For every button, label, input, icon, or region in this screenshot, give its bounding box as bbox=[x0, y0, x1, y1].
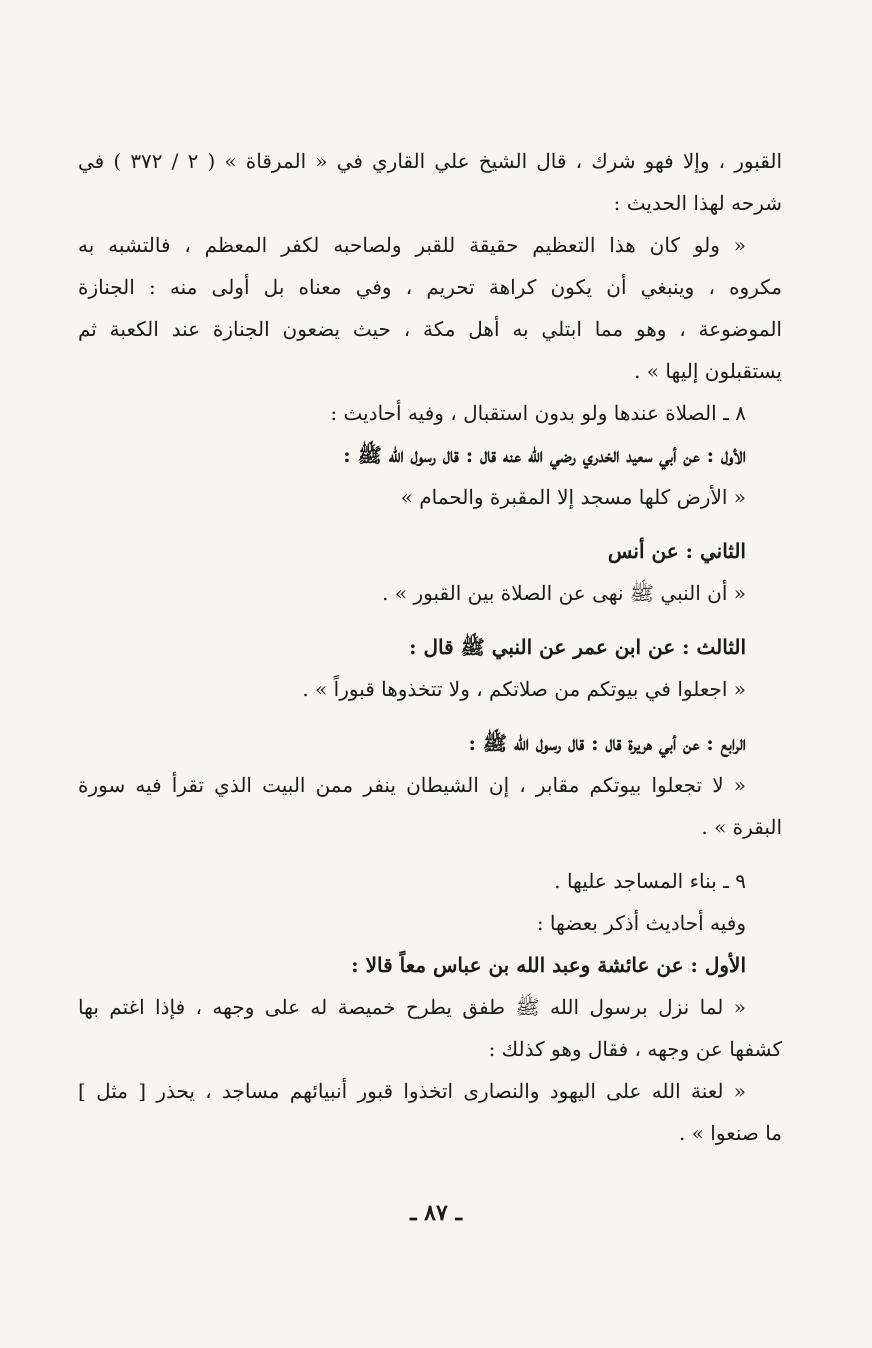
section-9-hadith-1-end: ما صنعوا » . bbox=[678, 1121, 782, 1145]
section-heading-8: ٨ ـ الصلاة عندها ولو بدون استقبال ، وفيه أحاديث : bbox=[330, 401, 746, 425]
section-heading-9: ٩ ـ بناء المساجد عليها . bbox=[554, 869, 746, 893]
hadith-4-intro: الرابع : عن أبي هريرة قال : قال رسول الله ﷺ : bbox=[468, 731, 746, 755]
text-line-4: مكروه ، وينبغي أن يكون كراهة تحريم ، وفي معناه بل أولى منه : الجنازة bbox=[78, 275, 783, 299]
text-line-2: شرحه لهذا الحديث : bbox=[613, 191, 782, 215]
hadith-2-text: « أن النبي ﷺ نهى عن الصلاة بين القبور » . bbox=[382, 581, 746, 605]
text-line-1: القبور ، وإلا فهو شرك ، قال الشيخ علي القاري في « المرقاة » ( ٢ / ٣٧٢ ) في bbox=[78, 149, 783, 173]
hadith-4-text: « لا تجعلوا بيوتكم مقابر ، إن الشيطان ينفر ممن البيت الذي تقرأ فيه سورة bbox=[78, 773, 746, 797]
hadith-1-text: « الأرض كلها مسجد إلا المقبرة والحمام » bbox=[400, 485, 746, 509]
section-9-hadith-1-intro: الأول : عن عائشة وعبد الله بن عباس معاً قالا : bbox=[351, 953, 746, 977]
hadith-1-intro: الأول : عن أبي سعيد الخدري رضي الله عنه قال : قال رسول الله ﷺ : bbox=[343, 443, 746, 467]
text-line-6: يستقبلون إليها » . bbox=[634, 359, 782, 383]
hadith-3-intro: الثالث : عن ابن عمر عن النبي ﷺ قال : bbox=[409, 635, 746, 659]
page-number: ـ ٨٧ ـ bbox=[410, 1200, 462, 1226]
section-9-hadith-1-quote: « لعنة الله على اليهود والنصارى اتخذوا قبور أنبيائهم مساجد ، يحذر [ مثل ] bbox=[78, 1079, 746, 1103]
text-line-5: الموضوعة ، وهو مما ابتلي به أهل مكة ، حيث يضعون الجنازة عند الكعبة ثم bbox=[78, 317, 782, 341]
section-9-hadith-1-cont: كشفها عن وجهه ، فقال وهو كذلك : bbox=[488, 1037, 782, 1061]
section-9-intro: وفيه أحاديث أذكر بعضها : bbox=[536, 911, 746, 935]
hadith-2-intro: الثاني : عن أنس bbox=[607, 539, 746, 563]
hadith-4-text-end: البقرة » . bbox=[701, 815, 782, 839]
text-line-3: « ولو كان هذا التعظيم حقيقة للقبر ولصاحبه لكفر المعظم ، فالتشبه به bbox=[78, 233, 746, 257]
hadith-3-text: « اجعلوا في بيوتكم من صلاتكم ، ولا تتخذوها قبوراً » . bbox=[302, 677, 746, 701]
section-9-hadith-1-text: « لما نزل برسول الله ﷺ طفق يطرح خميصة له على وجهه ، فإذا اغتم بها bbox=[78, 995, 746, 1019]
